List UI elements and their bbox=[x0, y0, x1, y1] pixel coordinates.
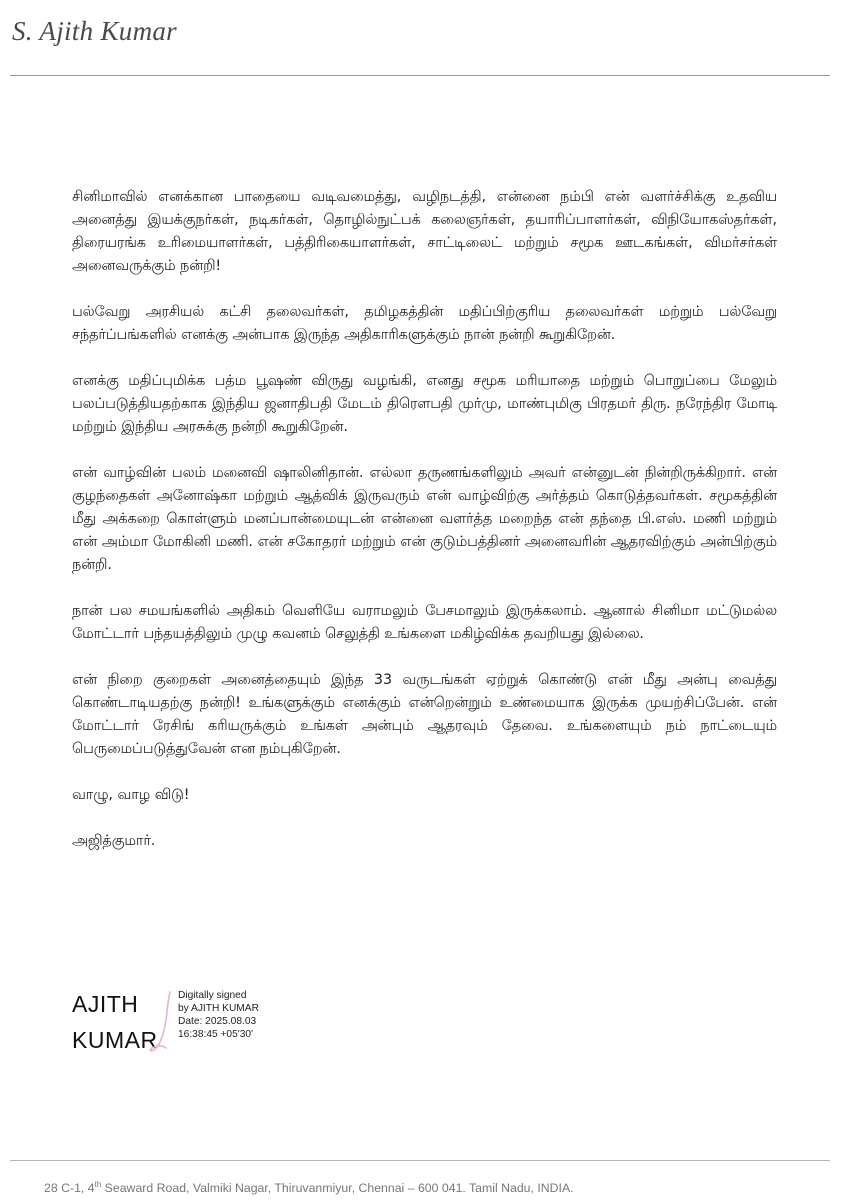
footer-divider bbox=[10, 1160, 830, 1161]
signature-time: 16:38:45 +05'30' bbox=[178, 1029, 253, 1040]
digital-signature bbox=[72, 986, 332, 1058]
address-superscript: th bbox=[94, 1180, 102, 1189]
address-part1: 28 C-1, 4 bbox=[44, 1181, 95, 1196]
letterhead-name: S. Ajith Kumar bbox=[12, 16, 177, 46]
header-divider bbox=[10, 75, 830, 76]
closing-line: வாழு, வாழ விடு! bbox=[72, 787, 190, 803]
signature-details bbox=[178, 989, 259, 1041]
sign-off: அஜித்குமார். bbox=[72, 833, 156, 849]
paragraph-padma-bhushan: எனக்கு மதிப்புமிக்க பத்ம பூஷண் விருது வழங்கி, எனது சமூக மரியாதை மற்றும் பொறுப்பை மேலும் பலப்படுத்தியதற்காக இந்திய ஜனாதிபதி மேடம் திரௌபதி முர்மு, மாண்புமிகு பிரதமர் திரு. நரேந்திர மோடி மற்றும் இந்திய அரசுக்கு நன்றி கூறுகிறேன். bbox=[72, 373, 777, 435]
signature-digital-line2: by AJITH KUMAR bbox=[178, 1003, 259, 1014]
signature-stroke-icon bbox=[146, 988, 176, 1056]
signature-name-line2: KUMAR bbox=[72, 1027, 158, 1053]
paragraph-motor-racing: நான் பல சமயங்களில் அதிகம் வெளியே வராமலும் பேசமாலும் இருக்கலாம். ஆனால் சினிமா மட்டுமல்ல மோட்டார் பந்தயத்திலும் முழு கவனம் செலுத்தி உங்களை மகிழ்விக்க தவறியது இல்லை. bbox=[72, 603, 777, 642]
signature-name-line1: AJITH bbox=[72, 991, 139, 1017]
paragraph-political-thanks: பல்வேறு அரசியல் கட்சி தலைவர்கள், தமிழகத்தின் மதிப்பிற்குரிய தலைவர்கள் மற்றும் பல்வேறு சந்தர்ப்பங்களில் எனக்கு அன்பாக இருந்த அதிகாரிகளுக்கும் நான் நன்றி கூறுகிறேன். bbox=[72, 304, 777, 343]
paragraph-cinema-thanks: சினிமாவில் எனக்கான பாதையை வடிவமைத்து, வழிநடத்தி, என்னை நம்பி என் வளர்ச்சிக்கு உதவிய அனைத்து இயக்குநர்கள், நடிகர்கள், தொழில்நுட்பக் கலைஞர்கள், தயாரிப்பாளர்கள், விநியோகஸ்தர்கள், திரையரங்க உரிமையாளர்கள், பத்திரிகையாளர்கள், சாட்டிலைட் மற்றும் சமூக ஊடகங்கள், விமர்சர்கள் அனைவருக்கும் நன்றி! bbox=[72, 189, 777, 274]
address-part2: Seaward Road, Valmiki Nagar, Thiruvanmiyur, Chennai – 600 041. Tamil Nadu, INDIA. bbox=[101, 1181, 574, 1196]
paragraph-33-years: என் நிறை குறைகள் அனைத்தையும் இந்த 33 வருடங்கள் ஏற்றுக் கொண்டு என் மீது அன்பு வைத்து கொண்டாடியதற்கு நன்றி! உங்களுக்கும் எனக்கும் என்றென்றும் உண்மையாக இருக்க முயற்சிப்பேன். என் மோட்டார் ரேசிங் கரியருக்கும் உங்கள் அன்பும் ஆதரவும் தேவை. உங்களையும் நம் நாட்டையும் பெருமைப்படுத்துவேன் என நம்புகிறேன். bbox=[72, 672, 777, 757]
signature-name bbox=[72, 986, 158, 1058]
paragraph-family: என் வாழ்வின் பலம் மனைவி ஷாலினிதான். எல்லா தருணங்களிலும் அவர் என்னுடன் நின்றிருக்கிறார். என் குழந்தைகள் அனோஷ்கா மற்றும் ஆத்விக் இருவரும் என் வாழ்விற்கு அர்த்தம் கொடுத்தவர்கள். சமூகத்தின் மீது அக்கறை கொள்ளும் மனப்பான்மையுடன் என்னை வளர்த்த மறைந்த என் தந்தை பி.எஸ். மணி மற்றும் என் அம்மா மோகினி மணி. என் சகோதரர் மற்றும் என் குடும்பத்தினர் அனைவரின் ஆதரவிற்கும் அன்பிற்கும் நன்றி. bbox=[72, 465, 777, 573]
letter-body bbox=[72, 186, 777, 876]
signature-date: Date: 2025.08.03 bbox=[178, 1016, 257, 1027]
footer-address bbox=[44, 1180, 574, 1195]
signature-digital-line1: Digitally signed bbox=[178, 990, 247, 1001]
